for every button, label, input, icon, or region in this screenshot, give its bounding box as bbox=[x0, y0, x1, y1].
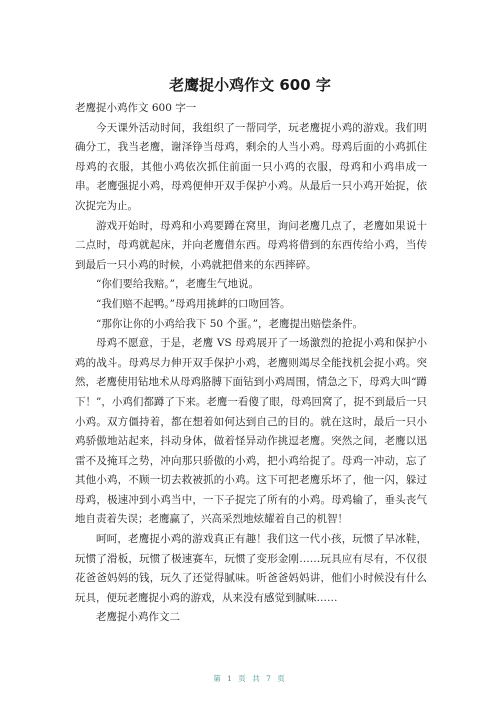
paragraph: 游戏开始时，母鸡和小鸡要蹲在窝里，询问老鹰几点了，老鹰如果说十二点时，母鸡就起床，并向老鹰借东西。母鸡将借到的东西传给小鸡，当传到最后一只小鸡的时候，小鸡就把借来的东西摔碎。 bbox=[75, 219, 427, 271]
document-body bbox=[75, 99, 427, 628]
paragraph: 母鸡不愿意，于是，老鹰 VS 母鸡展开了一场激烈的抢捉小鸡和保护小鸡的战斗。母鸡尽力伸开双手保护小鸡，老鹰则竭尽全能找机会捉小鸡。突然，老鹰使用钻地术从母鸡胳膊下面钻到小鸡周围，情急之下，母鸡大叫“蹲下！”，小鸡们都蹲了下来。老鹰一看傻了眼，母鸡回窝了，捉不到最后一只小鸡。双方僵持着，都在想着如何达到自己的目的。就在这时，最后一只小鸡骄傲地站起来，抖动身体，做着怪异动作挑逗老鹰。突然之间，老鹰以迅雷不及掩耳之势，冲向那只骄傲的小鸡，把小鸡给捉了。母鸡一冲动，忘了其他小鸡，不顾一切去救被抓的小鸡。这下可把老鹰乐坏了，他一闪，躲过母鸡，极速冲到小鸡当中，一下子捉完了所有的小鸡。母鸡输了，垂头丧气地自责着失误；老鹰赢了，兴高采烈地炫耀着自己的机智！ bbox=[75, 337, 427, 526]
section-heading: 老鹰捉小鸡作文二 bbox=[96, 611, 180, 624]
section-heading: 老鹰捉小鸡作文 600 字一 bbox=[75, 102, 197, 114]
paragraph: 今天课外活动时间，我组织了一帮同学，玩老鹰捉小鸡的游戏。我们明确分工，我当老鹰，谢泽铮当母鸡，剩余的人当小鸡。母鸡后面的小鸡抓住母鸡的衣服，其他小鸡依次抓住前面一只小鸡的衣服，母鸡和小鸡串成一串。老鹰强捉小鸡，母鸡便伸开双手保护小鸡。从最后一只小鸡开始捉，依次捉完为止。 bbox=[75, 121, 427, 212]
document-title: 老鹰捉小鸡作文 600 字 bbox=[169, 76, 331, 94]
paragraph: “我们赔不起鸭。”母鸡用挑衅的口吻回答。 bbox=[96, 297, 291, 310]
paragraph: “那你让你的小鸡给我下 50 个蛋。”，老鹰提出赔偿条件。 bbox=[96, 317, 364, 330]
paragraph: 呵呵，老鹰捉小鸡的游戏真正有趣！我们这一代小孩，玩惯了旱冰鞋，玩惯了滑板，玩惯了极速赛车，玩惯了变形金刚……玩具应有尽有，不仅很花爸爸妈妈的钱，玩久了还觉得腻味。听爸爸妈妈讲，他们小时候没有什么玩具，便玩老鹰捉小鸡的游戏，从来没有感觉到腻味…… bbox=[75, 533, 427, 604]
paragraph: “你们要给我赔。”，老鹰生气地说。 bbox=[96, 278, 259, 291]
page-footer: 第 1 页 共 7 页 bbox=[213, 674, 287, 683]
